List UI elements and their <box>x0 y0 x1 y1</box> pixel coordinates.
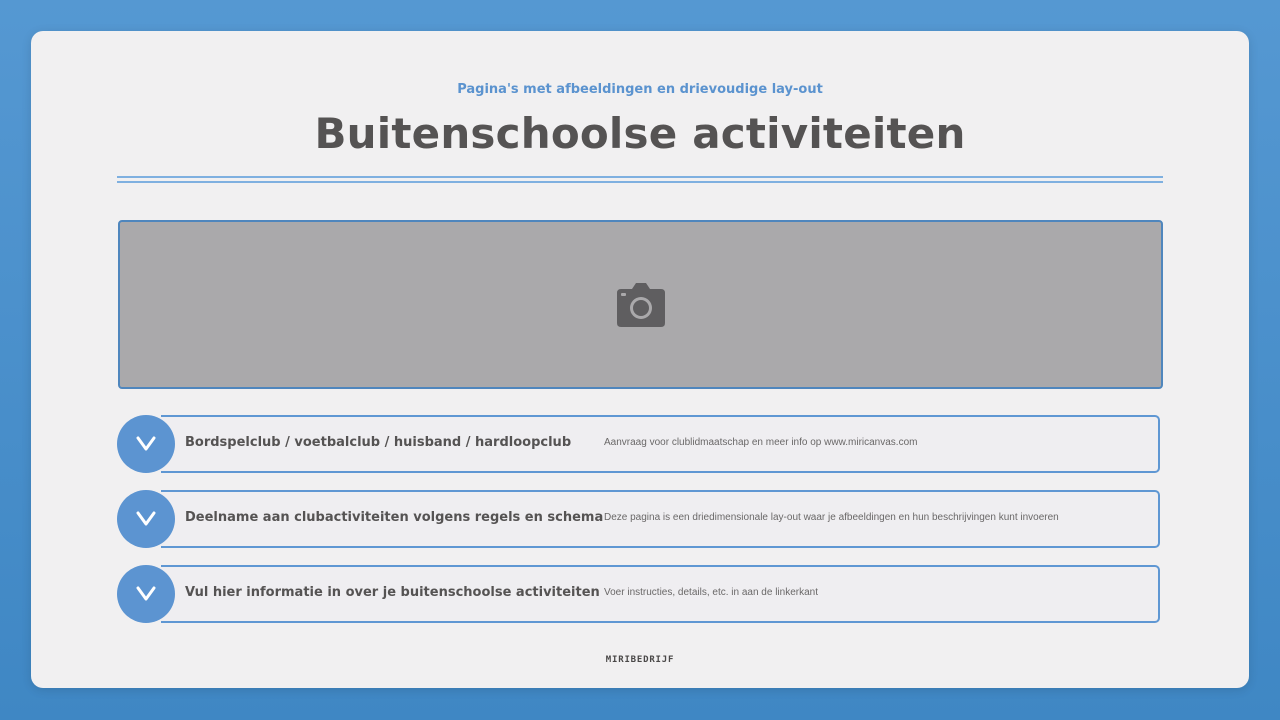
list-item <box>117 415 1163 473</box>
divider-line-top <box>117 176 1163 178</box>
chevron-down-icon <box>135 435 157 453</box>
divider-line-bottom <box>117 181 1163 183</box>
chevron-down-icon <box>135 510 157 528</box>
list-item-label: Bordspelclub / voetbalclub / huisband / hardloopclub <box>185 435 572 450</box>
list-item-description: Deze pagina is een driedimensionale lay-out waar je afbeeldingen en hun beschrijvingen kunt invoeren <box>604 512 1059 523</box>
list-item-description: Aanvraag voor clublidmaatschap en meer info op www.miricanvas.com <box>604 437 918 448</box>
page-subtitle: Pagina's met afbeeldingen en drievoudige lay-out <box>457 82 823 97</box>
list-item-description: Voer instructies, details, etc. in aan de linkerkant <box>604 587 819 598</box>
camera-icon <box>615 283 667 327</box>
list-item-label: Deelname aan clubactiviteiten volgens regels en schema <box>185 510 604 525</box>
list-item <box>117 490 1163 548</box>
list-item-bullet <box>117 565 175 623</box>
slide-card <box>31 31 1249 688</box>
image-placeholder[interactable] <box>118 220 1163 389</box>
chevron-down-icon <box>135 585 157 603</box>
list-item-bullet <box>117 490 175 548</box>
list-item-bullet <box>117 415 175 473</box>
list-item <box>117 565 1163 623</box>
page-title: Buitenschoolse activiteiten <box>314 109 966 158</box>
list-item-label: Vul hier informatie in over je buitenschoolse activiteiten <box>185 585 600 600</box>
brand-footer: MIRIBEDRIJF <box>605 655 675 665</box>
